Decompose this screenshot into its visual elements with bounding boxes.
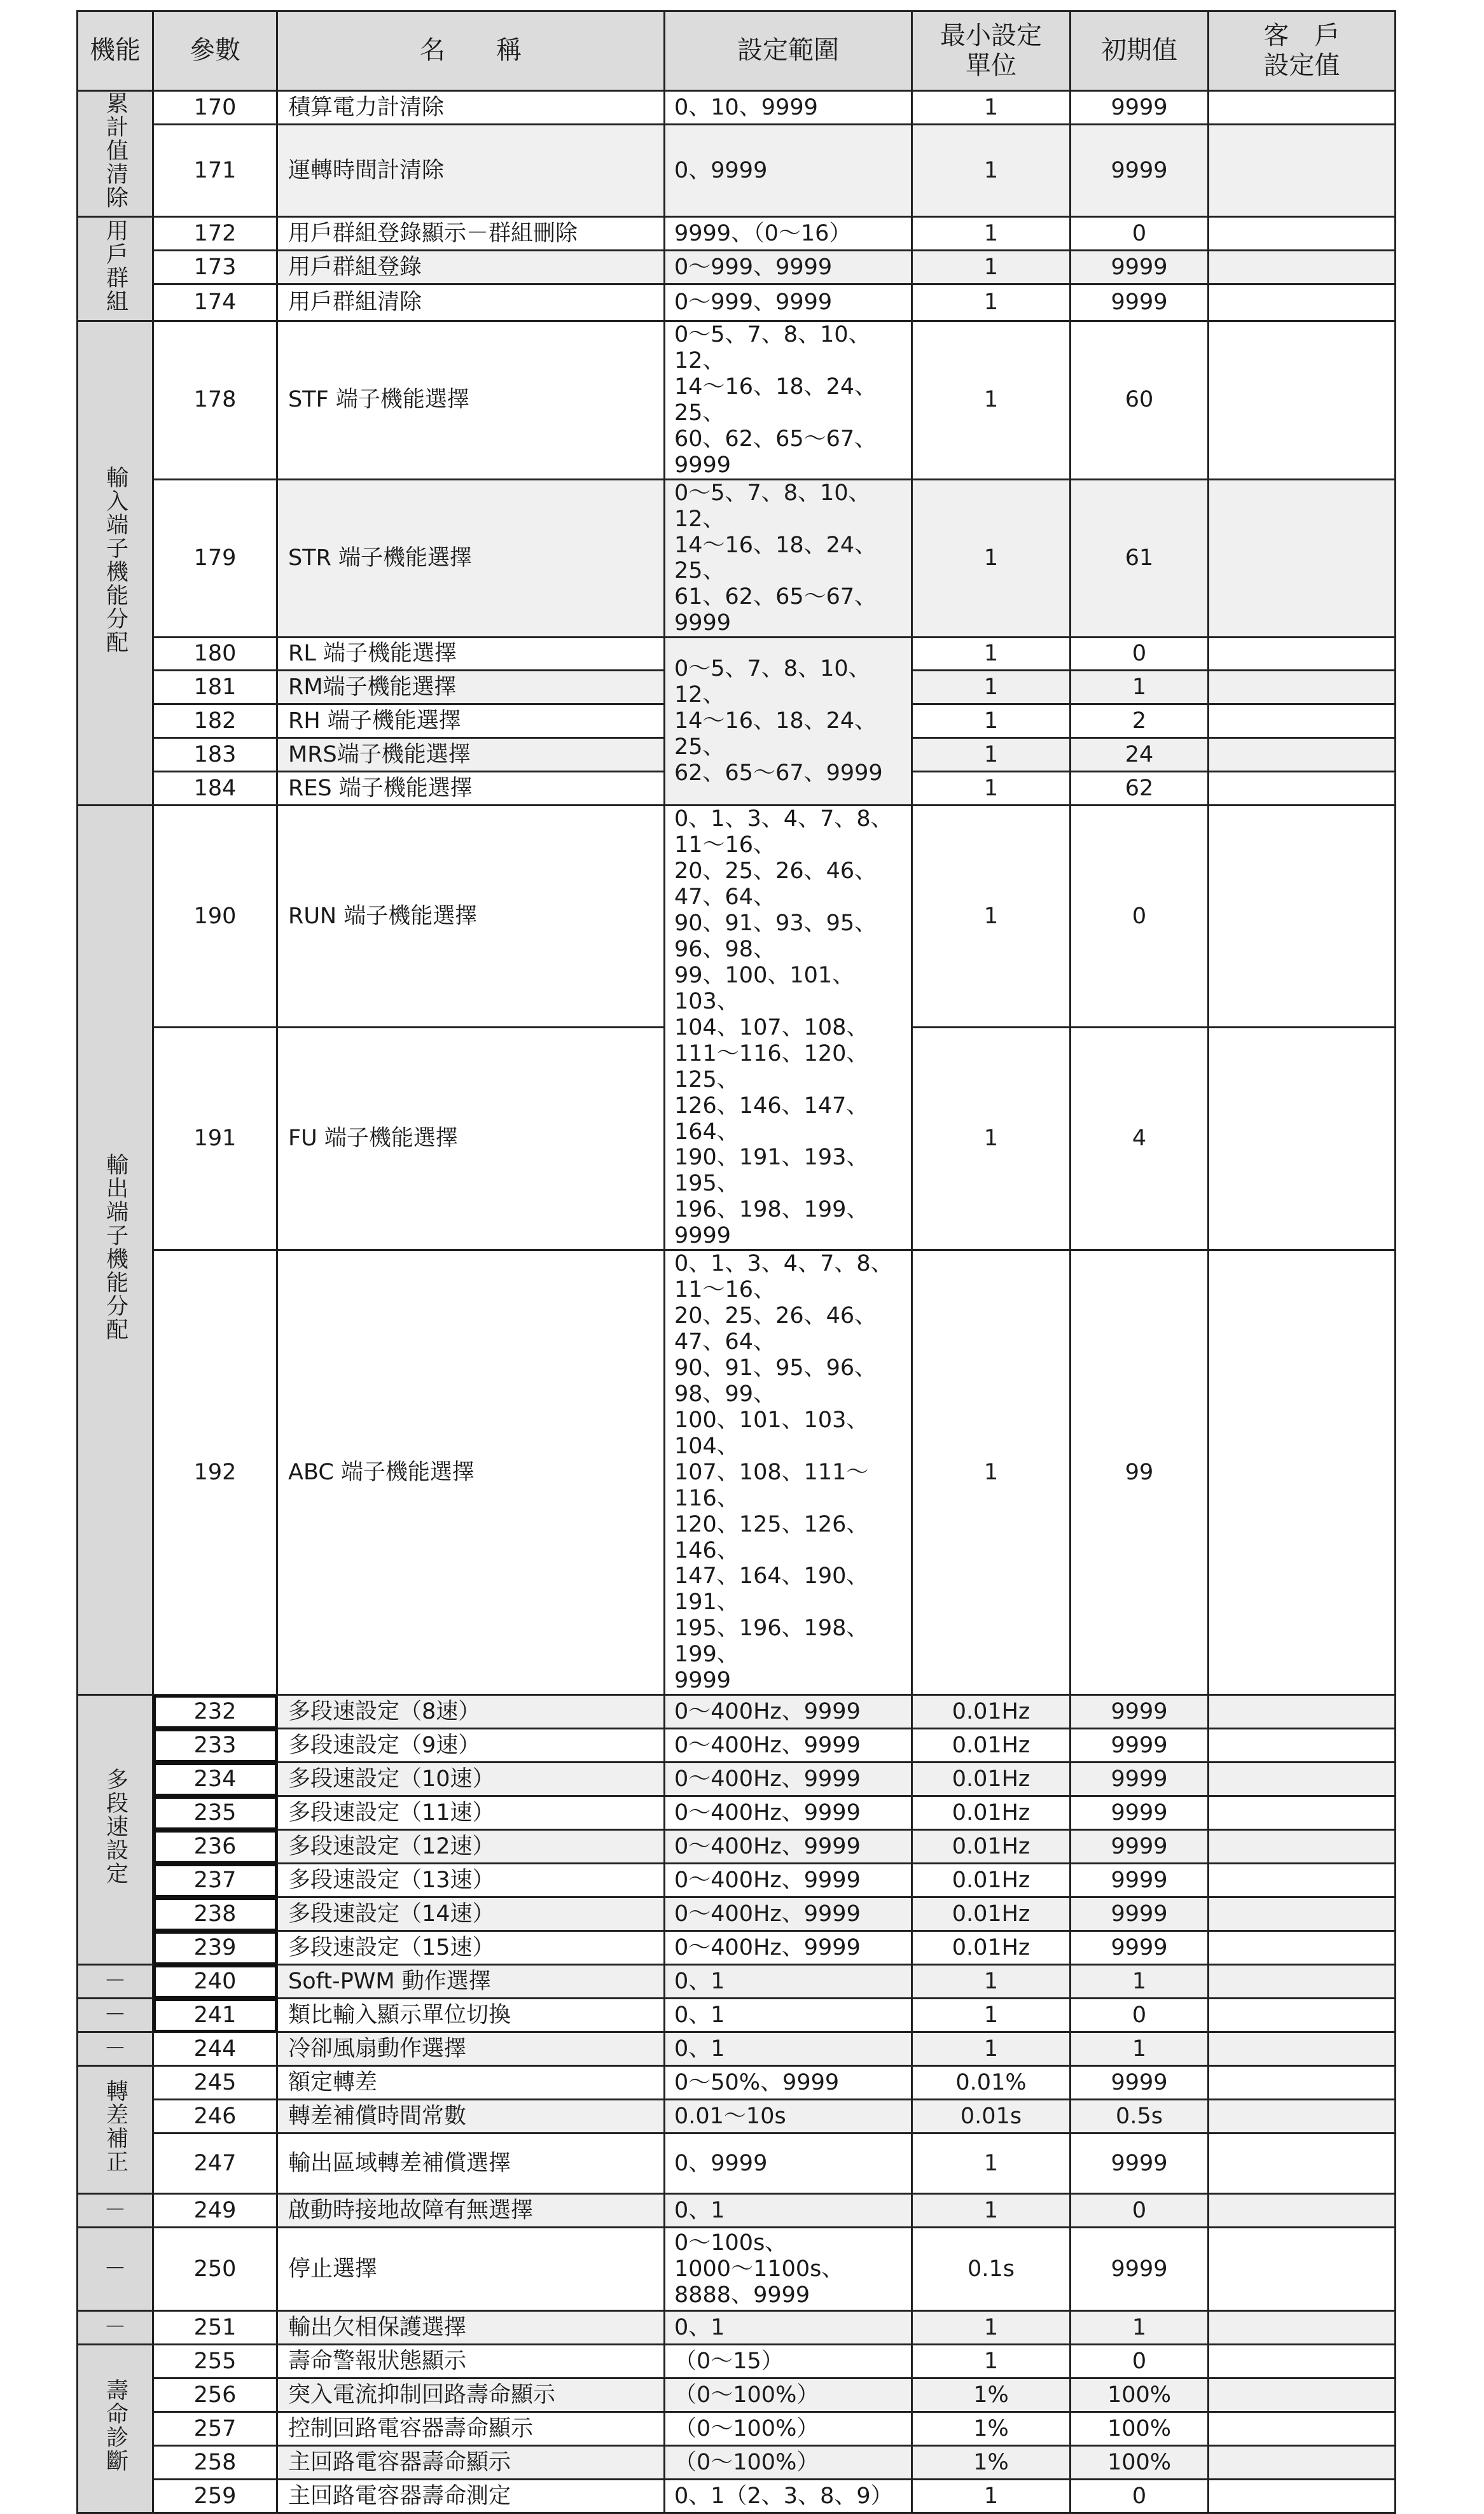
param-unit: 1	[912, 284, 1071, 321]
table-row	[78, 1999, 1396, 2032]
group-dash: －	[78, 1999, 153, 2032]
param-unit: 1	[912, 125, 1071, 217]
customer-value-cell	[1209, 125, 1396, 217]
param-name: 突入電流抑制回路壽命顯示	[277, 2378, 665, 2412]
param-unit: 0.01Hz	[912, 1729, 1071, 1763]
group-dash: －	[78, 2194, 153, 2228]
param-number: 192	[153, 1250, 277, 1695]
param-name: RH 端子機能選擇	[277, 704, 665, 738]
param-initial: 9999	[1071, 251, 1209, 284]
param-unit: 1	[912, 2311, 1071, 2345]
param-range: 0～100s、 1000～1100s、 8888、9999	[665, 2228, 912, 2311]
customer-value-cell	[1209, 2446, 1396, 2480]
param-number: 181	[153, 671, 277, 704]
customer-value-cell	[1209, 217, 1396, 251]
param-name: 多段速設定（8速）	[277, 1695, 665, 1729]
table-row	[78, 1729, 1396, 1763]
param-name: 多段速設定（12速）	[277, 1830, 665, 1864]
param-unit: 0.01Hz	[912, 1897, 1071, 1931]
customer-value-cell	[1209, 1250, 1396, 1695]
customer-value-cell	[1209, 2480, 1396, 2513]
param-name: 輸出欠相保護選擇	[277, 2311, 665, 2345]
table-row	[78, 1897, 1396, 1931]
table-row	[78, 2066, 1396, 2100]
param-unit: 0.01Hz	[912, 1830, 1071, 1864]
header-initial: 初期值	[1071, 11, 1209, 91]
param-initial: 1	[1071, 671, 1209, 704]
customer-value-cell	[1209, 806, 1396, 1028]
param-unit: 1	[912, 1999, 1071, 2032]
header-range: 設定範圍	[665, 11, 912, 91]
param-name: RL 端子機能選擇	[277, 638, 665, 671]
table-row	[78, 2311, 1396, 2345]
param-unit: 1	[912, 2194, 1071, 2228]
param-initial: 9999	[1071, 1695, 1209, 1729]
param-unit: 1	[912, 1965, 1071, 1999]
param-number: 184	[153, 772, 277, 806]
table-row	[78, 1864, 1396, 1897]
customer-value-cell	[1209, 1830, 1396, 1864]
param-number: 178	[153, 321, 277, 480]
param-name: 主回路電容器壽命顯示	[277, 2446, 665, 2480]
param-number: 235	[153, 1796, 277, 1830]
param-range: 0～400Hz、9999	[665, 1763, 912, 1796]
param-number: 191	[153, 1027, 277, 1250]
customer-value-cell	[1209, 1695, 1396, 1729]
param-number: 172	[153, 217, 277, 251]
param-range: 0、1	[665, 2194, 912, 2228]
param-unit: 1	[912, 2480, 1071, 2513]
param-name: 用戶群組登錄顯示－群組刪除	[277, 217, 665, 251]
group-output-terminal: 輸出端子機能分配	[78, 806, 153, 1695]
param-number: 190	[153, 806, 277, 1028]
header-row	[78, 11, 1396, 91]
customer-value-cell	[1209, 2345, 1396, 2378]
group-cumulative-clear: 累計值清除	[78, 91, 153, 217]
param-number: 255	[153, 2345, 277, 2378]
group-dash: －	[78, 2032, 153, 2066]
table-row	[78, 1830, 1396, 1864]
param-number: 259	[153, 2480, 277, 2513]
param-initial: 9999	[1071, 1897, 1209, 1931]
customer-value-cell	[1209, 772, 1396, 806]
param-initial: 0	[1071, 806, 1209, 1028]
param-unit: 1%	[912, 2412, 1071, 2446]
param-name: MRS端子機能選擇	[277, 738, 665, 772]
param-number: 232	[153, 1695, 277, 1729]
param-number: 239	[153, 1931, 277, 1965]
customer-value-cell	[1209, 2412, 1396, 2446]
table-row	[78, 2032, 1396, 2066]
param-range: 0、1	[665, 1965, 912, 1999]
header-customer: 客 戶 設定值	[1209, 11, 1396, 91]
customer-value-cell	[1209, 671, 1396, 704]
param-name: RES 端子機能選擇	[277, 772, 665, 806]
customer-value-cell	[1209, 1965, 1396, 1999]
table-row	[78, 1763, 1396, 1796]
param-number: 179	[153, 479, 277, 638]
param-number: 245	[153, 2066, 277, 2100]
param-name: 用戶群組清除	[277, 284, 665, 321]
param-name: 類比輸入顯示單位切換	[277, 1999, 665, 2032]
group-user-group: 用戶群組	[78, 217, 153, 321]
param-initial: 60	[1071, 321, 1209, 480]
param-number: 174	[153, 284, 277, 321]
param-unit: 0.01Hz	[912, 1796, 1071, 1830]
header-min-unit: 最小設定 單位	[912, 11, 1071, 91]
param-initial: 0	[1071, 2480, 1209, 2513]
param-number: 233	[153, 1729, 277, 1763]
param-initial: 9999	[1071, 91, 1209, 125]
param-range: （0～100%）	[665, 2378, 912, 2412]
group-input-terminal: 輸入端子機能分配	[78, 321, 153, 806]
table-row	[78, 2480, 1396, 2513]
param-name: 額定轉差	[277, 2066, 665, 2100]
table-row	[78, 1931, 1396, 1965]
customer-value-cell	[1209, 2066, 1396, 2100]
param-range: 0～5、7、8、10、12、 14～16、18、24、25、 61、62、65～67、9999	[665, 479, 912, 638]
table-row	[78, 1796, 1396, 1830]
param-initial: 1	[1071, 2032, 1209, 2066]
group-life-diag: 壽命診斷	[78, 2345, 153, 2513]
param-unit: 0.01Hz	[912, 1864, 1071, 1897]
group-slip-comp: 轉差補正	[78, 2066, 153, 2194]
param-unit: 1	[912, 2032, 1071, 2066]
table-row	[78, 2194, 1396, 2228]
param-number: 183	[153, 738, 277, 772]
param-name: 控制回路電容器壽命顯示	[277, 2412, 665, 2446]
param-number: 244	[153, 2032, 277, 2066]
customer-value-cell	[1209, 1999, 1396, 2032]
param-name: 多段速設定（15速）	[277, 1931, 665, 1965]
param-range: 0、1	[665, 2032, 912, 2066]
param-number: 180	[153, 638, 277, 671]
param-range: 0、1	[665, 2311, 912, 2345]
param-unit: 1%	[912, 2378, 1071, 2412]
param-unit: 1	[912, 772, 1071, 806]
param-number: 236	[153, 1830, 277, 1864]
param-initial: 9999	[1071, 1864, 1209, 1897]
param-number: 249	[153, 2194, 277, 2228]
param-name: 壽命警報狀態顯示	[277, 2345, 665, 2378]
customer-value-cell	[1209, 2100, 1396, 2133]
param-initial: 1	[1071, 2311, 1209, 2345]
param-range: 0～50%、9999	[665, 2066, 912, 2100]
param-range: 0.01～10s	[665, 2100, 912, 2133]
param-name: 轉差補償時間常數	[277, 2100, 665, 2133]
param-number: 182	[153, 704, 277, 738]
table-row	[78, 2412, 1396, 2446]
table-row	[78, 284, 1396, 321]
param-unit: 1	[912, 479, 1071, 638]
param-initial: 9999	[1071, 1830, 1209, 1864]
param-unit: 0.01Hz	[912, 1695, 1071, 1729]
table-row	[78, 2345, 1396, 2378]
param-unit: 0.01Hz	[912, 1931, 1071, 1965]
param-number: 170	[153, 91, 277, 125]
param-range: 0～400Hz、9999	[665, 1796, 912, 1830]
customer-value-cell	[1209, 284, 1396, 321]
param-initial: 9999	[1071, 1763, 1209, 1796]
table-row	[78, 2228, 1396, 2311]
param-unit: 0.01%	[912, 2066, 1071, 2100]
param-unit: 0.1s	[912, 2228, 1071, 2311]
param-name: 多段速設定（14速）	[277, 1897, 665, 1931]
param-name: 輸出區域轉差補償選擇	[277, 2133, 665, 2194]
param-number: 251	[153, 2311, 277, 2345]
param-range: 0～400Hz、9999	[665, 1729, 912, 1763]
param-number: 238	[153, 1897, 277, 1931]
param-initial: 9999	[1071, 2228, 1209, 2311]
param-range: 0～5、7、8、10、12、 14～16、18、24、25、 62、65～67、9999	[665, 638, 912, 806]
group-dash: －	[78, 1965, 153, 1999]
param-initial: 9999	[1071, 1729, 1209, 1763]
param-initial: 100%	[1071, 2378, 1209, 2412]
param-range: 9999、（0～16）	[665, 217, 912, 251]
customer-value-cell	[1209, 2194, 1396, 2228]
param-name: 多段速設定（13速）	[277, 1864, 665, 1897]
table-row	[78, 217, 1396, 251]
param-unit: 0.01Hz	[912, 1763, 1071, 1796]
param-number: 246	[153, 2100, 277, 2133]
param-initial: 0	[1071, 217, 1209, 251]
param-name: 積算電力計清除	[277, 91, 665, 125]
param-unit: 1	[912, 217, 1071, 251]
table-row	[78, 1965, 1396, 1999]
param-name: 多段速設定（10速）	[277, 1763, 665, 1796]
param-number: 257	[153, 2412, 277, 2446]
param-range: 0、10、9999	[665, 91, 912, 125]
param-name: 停止選擇	[277, 2228, 665, 2311]
param-range: 0～400Hz、9999	[665, 1897, 912, 1931]
param-number: 256	[153, 2378, 277, 2412]
param-range: 0、1（2、3、8、9）	[665, 2480, 912, 2513]
param-range: 0、9999	[665, 125, 912, 217]
param-number: 237	[153, 1864, 277, 1897]
param-unit: 1	[912, 321, 1071, 480]
group-dash: －	[78, 2311, 153, 2345]
table-row	[78, 638, 1396, 671]
param-initial: 4	[1071, 1027, 1209, 1250]
customer-value-cell	[1209, 251, 1396, 284]
param-range: （0～15）	[665, 2345, 912, 2378]
param-unit: 1	[912, 671, 1071, 704]
param-range: 0、1、3、4、7、8、11～16、 20、25、26、46、47、64、 90、91、95、96、98、99、 100、101、103、104、 107、108、111～116、 120、125、126、146、 147、164、190、191、 195、196、198、199、 9999	[665, 1250, 912, 1695]
param-name: 冷卻風扇動作選擇	[277, 2032, 665, 2066]
table-row	[78, 2378, 1396, 2412]
param-name: RM端子機能選擇	[277, 671, 665, 704]
param-range: 0～400Hz、9999	[665, 1695, 912, 1729]
param-initial: 9999	[1071, 2133, 1209, 2194]
param-initial: 9999	[1071, 125, 1209, 217]
param-unit: 1	[912, 2345, 1071, 2378]
param-number: 173	[153, 251, 277, 284]
customer-value-cell	[1209, 1864, 1396, 1897]
param-range: （0～100%）	[665, 2412, 912, 2446]
param-unit: 1	[912, 638, 1071, 671]
param-number: 234	[153, 1763, 277, 1796]
param-initial: 9999	[1071, 1931, 1209, 1965]
customer-value-cell	[1209, 638, 1396, 671]
param-unit: 1	[912, 1027, 1071, 1250]
table-row	[78, 125, 1396, 217]
param-name: FU 端子機能選擇	[277, 1027, 665, 1250]
param-initial: 61	[1071, 479, 1209, 638]
param-range: （0～100%）	[665, 2446, 912, 2480]
param-range: 0、1	[665, 1999, 912, 2032]
param-name: 主回路電容器壽命測定	[277, 2480, 665, 2513]
customer-value-cell	[1209, 479, 1396, 638]
param-initial: 0.5s	[1071, 2100, 1209, 2133]
param-range: 0～400Hz、9999	[665, 1931, 912, 1965]
param-unit: 1	[912, 91, 1071, 125]
param-unit: 0.01s	[912, 2100, 1071, 2133]
param-range: 0～400Hz、9999	[665, 1864, 912, 1897]
header-func: 機能	[78, 11, 153, 91]
param-number: 171	[153, 125, 277, 217]
table-row	[78, 91, 1396, 125]
param-number: 250	[153, 2228, 277, 2311]
param-number: 258	[153, 2446, 277, 2480]
table-row	[78, 251, 1396, 284]
table-row	[78, 1250, 1396, 1695]
param-unit: 1	[912, 704, 1071, 738]
param-unit: 1	[912, 806, 1071, 1028]
param-initial: 2	[1071, 704, 1209, 738]
param-initial: 0	[1071, 638, 1209, 671]
param-range: 0～999、9999	[665, 251, 912, 284]
param-initial: 100%	[1071, 2412, 1209, 2446]
param-range: 0～400Hz、9999	[665, 1830, 912, 1864]
param-initial: 0	[1071, 1999, 1209, 2032]
customer-value-cell	[1209, 2032, 1396, 2066]
header-name: 名 稱	[277, 11, 665, 91]
param-unit: 1%	[912, 2446, 1071, 2480]
customer-value-cell	[1209, 2378, 1396, 2412]
param-name: 多段速設定（9速）	[277, 1729, 665, 1763]
param-name: 用戶群組登錄	[277, 251, 665, 284]
param-initial: 1	[1071, 1965, 1209, 1999]
param-name: 多段速設定（11速）	[277, 1796, 665, 1830]
param-range: 0、9999	[665, 2133, 912, 2194]
param-initial: 0	[1071, 2345, 1209, 2378]
header-param: 參數	[153, 11, 277, 91]
param-initial: 99	[1071, 1250, 1209, 1695]
param-initial: 9999	[1071, 284, 1209, 321]
param-range: 0～999、9999	[665, 284, 912, 321]
parameter-table	[76, 10, 1396, 2514]
table-row	[78, 479, 1396, 638]
customer-value-cell	[1209, 1027, 1396, 1250]
param-unit: 1	[912, 1250, 1071, 1695]
table-row	[78, 2446, 1396, 2480]
param-name: STF 端子機能選擇	[277, 321, 665, 480]
param-name: 啟動時接地故障有無選擇	[277, 2194, 665, 2228]
param-unit: 1	[912, 2133, 1071, 2194]
param-name: STR 端子機能選擇	[277, 479, 665, 638]
param-initial: 9999	[1071, 1796, 1209, 1830]
customer-value-cell	[1209, 91, 1396, 125]
customer-value-cell	[1209, 1729, 1396, 1763]
param-initial: 100%	[1071, 2446, 1209, 2480]
customer-value-cell	[1209, 1796, 1396, 1830]
param-number: 241	[153, 1999, 277, 2032]
table-row	[78, 321, 1396, 480]
table-row	[78, 806, 1396, 1028]
param-initial: 62	[1071, 772, 1209, 806]
customer-value-cell	[1209, 1897, 1396, 1931]
param-range: 0、1、3、4、7、8、11～16、 20、25、26、46、47、64、 90、91、93、95、96、98、 99、100、101、103、 104、107、108、 111～116、120、125、 126、146、147、164、 190、191、193、195、 196、198、199、9999	[665, 806, 912, 1250]
customer-value-cell	[1209, 2228, 1396, 2311]
customer-value-cell	[1209, 2311, 1396, 2345]
group-multi-speed: 多段速設定	[78, 1695, 153, 1965]
customer-value-cell	[1209, 1931, 1396, 1965]
param-unit: 1	[912, 738, 1071, 772]
group-dash: －	[78, 2228, 153, 2311]
customer-value-cell	[1209, 321, 1396, 480]
param-initial: 24	[1071, 738, 1209, 772]
customer-value-cell	[1209, 2133, 1396, 2194]
customer-value-cell	[1209, 1763, 1396, 1796]
param-name: RUN 端子機能選擇	[277, 806, 665, 1028]
table-row	[78, 1695, 1396, 1729]
customer-value-cell	[1209, 738, 1396, 772]
param-number: 240	[153, 1965, 277, 1999]
customer-value-cell	[1209, 704, 1396, 738]
table-row	[78, 2100, 1396, 2133]
param-name: ABC 端子機能選擇	[277, 1250, 665, 1695]
param-name: Soft-PWM 動作選擇	[277, 1965, 665, 1999]
param-number: 247	[153, 2133, 277, 2194]
param-initial: 9999	[1071, 2066, 1209, 2100]
param-name: 運轉時間計清除	[277, 125, 665, 217]
param-unit: 1	[912, 251, 1071, 284]
param-range: 0～5、7、8、10、12、 14～16、18、24、25、 60、62、65～67、9999	[665, 321, 912, 480]
param-initial: 0	[1071, 2194, 1209, 2228]
table-row	[78, 2133, 1396, 2194]
